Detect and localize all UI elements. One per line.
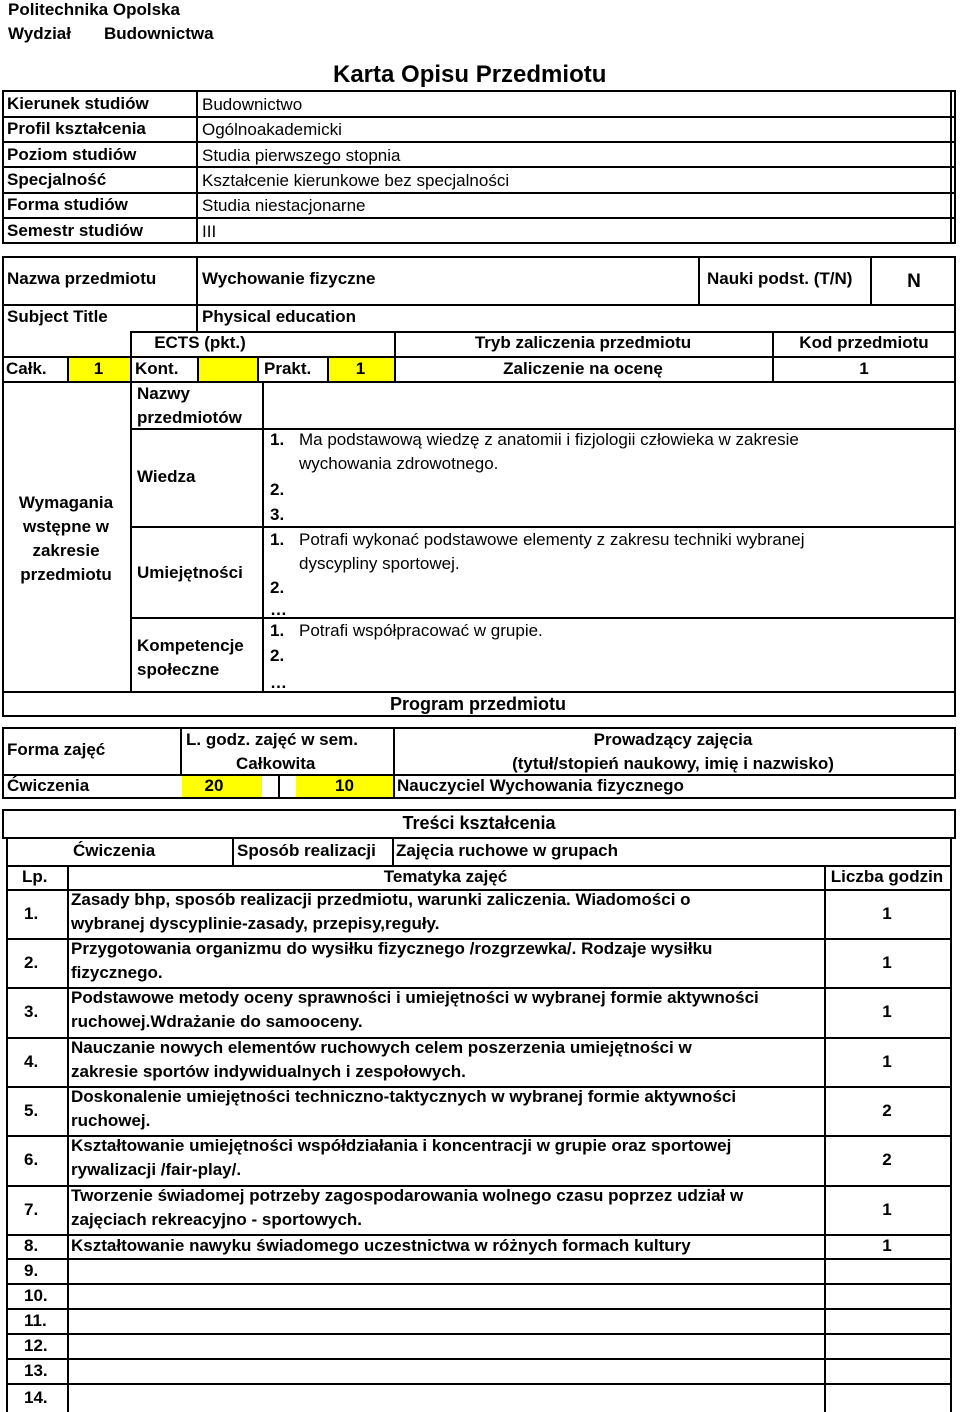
requirement-number: 3. <box>270 505 285 524</box>
subject-name-label: Nazwa przedmiotu <box>7 269 157 288</box>
col-tematyka: Tematyka zajęć <box>383 867 508 886</box>
info-label: Kierunek studiów <box>7 94 149 113</box>
row-lp: 9. <box>24 1260 39 1280</box>
row-hours: 1 <box>882 1051 892 1071</box>
info-value: Kształcenie kierunkowe bez specjalności <box>202 171 510 190</box>
row-topic: wybranej dyscyplinie-zasady, przepisy,reguły. <box>71 914 440 933</box>
row-hours: 1 <box>882 1199 892 1219</box>
umiejetnosci-label: Umiejętności <box>137 563 243 582</box>
row-topic: ruchowej.Wdrażanie do samooceny. <box>71 1012 363 1031</box>
row-hours: 1 <box>882 903 892 923</box>
row-topic: Kształtowanie umiejętności współdziałania i koncentracji w grupie oraz sportowej <box>71 1136 732 1155</box>
row-hours: 1 <box>882 952 892 972</box>
faculty-label: Wydział <box>8 24 71 43</box>
row-lp: 10. <box>24 1285 48 1305</box>
requirement-text: Potrafi wykonać podstawowe elementy z zakresu techniki wybranej <box>299 530 805 549</box>
requirement-number: 2. <box>270 578 285 597</box>
row-topic: Tworzenie świadomej potrzeby zagospodarowania wolnego czasu poprzez udział w <box>71 1186 744 1205</box>
requirement-number: … <box>270 600 287 619</box>
prowadzacy-label: Prowadzący zajęcia <box>593 730 753 749</box>
godz-label: L. godz. zajęć w sem. <box>186 730 358 749</box>
program-row-label: Ćwiczenia <box>7 776 90 795</box>
row-hours: 2 <box>882 1150 892 1169</box>
row-hours: 1 <box>882 1002 892 1021</box>
calkowita-label: Całkowita <box>236 754 316 773</box>
faculty-value: Budownictwa <box>104 24 214 43</box>
requirement-number: 1. <box>270 621 285 640</box>
program-row-total: 20 <box>204 776 224 795</box>
nauki-label: Nauki podst. (T/N) <box>707 269 853 288</box>
kont-label: Kont. <box>135 359 179 378</box>
row-topic: rywalizacji /fair-play/. <box>71 1160 242 1179</box>
university-name: Politechnika Opolska <box>8 0 180 19</box>
row-topic: Doskonalenie umiejętności techniczno-taktycznych w wybranej formie aktywności <box>71 1087 737 1106</box>
row-topic: Przygotowania organizmu do wysiłku fizycznego /rozgrzewka/. Rodzaje wysiłku <box>71 939 713 958</box>
kod-value: 1 <box>859 359 869 378</box>
row-topic: Nauczanie nowych elementów ruchowych celem poszerzenia umiejętności w <box>71 1038 692 1057</box>
requirement-number: 1. <box>270 530 285 549</box>
row-topic: zakresie sportów indywidualnych i zespołowych. <box>71 1062 466 1081</box>
requirement-number: 2. <box>270 646 285 665</box>
row-lp: 4. <box>24 1051 39 1071</box>
calk-label: Całk. <box>6 359 47 378</box>
info-label: Poziom studiów <box>7 145 137 164</box>
info-value: III <box>202 222 217 241</box>
forma-zajec-label: Forma zajęć <box>7 740 106 759</box>
info-value: Studia niestacjonarne <box>202 196 366 215</box>
row-hours: 1 <box>882 1236 892 1255</box>
row-topic: ruchowej. <box>71 1111 151 1130</box>
row-lp: 3. <box>24 1002 39 1021</box>
tresci-title: Treści kształcenia <box>402 813 556 833</box>
sposob-value: Zajęcia ruchowe w grupach <box>396 841 619 860</box>
row-lp: 11. <box>24 1310 47 1330</box>
tryb-value: Zaliczenie na ocenę <box>503 359 663 378</box>
row-lp: 1. <box>24 903 39 923</box>
nauki-value: N <box>907 271 921 292</box>
tryb-label: Tryb zaliczenia przedmiotu <box>474 333 692 352</box>
tresci-type-label: Ćwiczenia <box>73 841 156 860</box>
requirement-text: Potrafi współpracować w grupie. <box>299 621 543 640</box>
requirement-text: Ma podstawową wiedzę z anatomii i fizjologii człowieka w zakresie <box>299 430 799 449</box>
row-lp: 7. <box>24 1199 39 1219</box>
row-lp: 12. <box>24 1335 48 1355</box>
row-lp: 13. <box>24 1360 48 1380</box>
row-topic: Zasady bhp, sposób realizacji przedmiotu, warunki zaliczenia. Wiadomości o <box>71 890 691 909</box>
prakt-value: 1 <box>355 359 366 378</box>
subject-name-value: Wychowanie fizyczne <box>202 269 376 288</box>
subject-title-value: Physical education <box>202 307 356 326</box>
row-lp: 8. <box>24 1236 39 1255</box>
info-value: Ogólnoakademicki <box>202 120 342 139</box>
nazwy-przedmiotow-label: Nazwy przedmiotów <box>137 384 242 427</box>
ects-label: ECTS (pkt.) <box>154 333 246 352</box>
row-hours: 2 <box>882 1100 892 1120</box>
calk-value: 1 <box>93 359 104 378</box>
program-row-teacher: Nauczyciel Wychowania fizycznego <box>397 776 684 795</box>
col-lp: Lp. <box>22 867 48 886</box>
kod-label: Kod przedmiotu <box>799 333 929 352</box>
info-label: Semestr studiów <box>7 221 144 240</box>
program-row-sem: 10 <box>335 776 354 795</box>
row-lp: 14. <box>24 1387 48 1407</box>
subject-title-label: Subject Title <box>7 307 108 326</box>
row-lp: 5. <box>24 1100 39 1120</box>
requirement-text: wychowania zdrowotnego. <box>299 454 499 473</box>
row-lp: 6. <box>24 1150 39 1169</box>
requirement-number: 2. <box>270 480 285 499</box>
row-topic: Kształtowanie nawyku świadomego uczestnictwa w różnych formach kultury <box>71 1236 691 1255</box>
row-topic: zajęciach rekreacyjno - sportowych. <box>71 1210 363 1229</box>
prowadzacy-sub: (tytuł/stopień naukowy, imię i nazwisko) <box>512 754 834 773</box>
document-title: Karta Opisu Przedmiotu <box>333 61 607 88</box>
requirement-number: 1. <box>270 430 285 449</box>
requirements-label: Wymagania wstępne w zakresie przedmiotu <box>18 493 114 584</box>
info-value: Studia pierwszego stopnia <box>202 146 401 165</box>
requirement-number: … <box>270 673 287 692</box>
prakt-label: Prakt. <box>264 359 312 378</box>
kompetencje-label: Kompetencje społeczne <box>137 636 244 679</box>
info-label: Profil kształcenia <box>7 119 146 138</box>
col-liczba-godzin: Liczba godzin <box>830 867 944 886</box>
program-title: Program przedmiotu <box>389 694 567 714</box>
info-label: Forma studiów <box>7 195 128 214</box>
row-topic: fizycznego. <box>71 963 163 982</box>
wiedza-label: Wiedza <box>137 467 196 486</box>
info-value: Budownictwo <box>202 95 303 114</box>
sposob-label: Sposób realizacji <box>237 841 376 860</box>
row-lp: 2. <box>24 952 39 972</box>
info-label: Specjalność <box>7 170 107 189</box>
requirement-text: dyscypliny sportowej. <box>299 554 460 573</box>
row-topic: Podstawowe metody oceny sprawności i umiejętności w wybranej formie aktywności <box>71 988 759 1007</box>
